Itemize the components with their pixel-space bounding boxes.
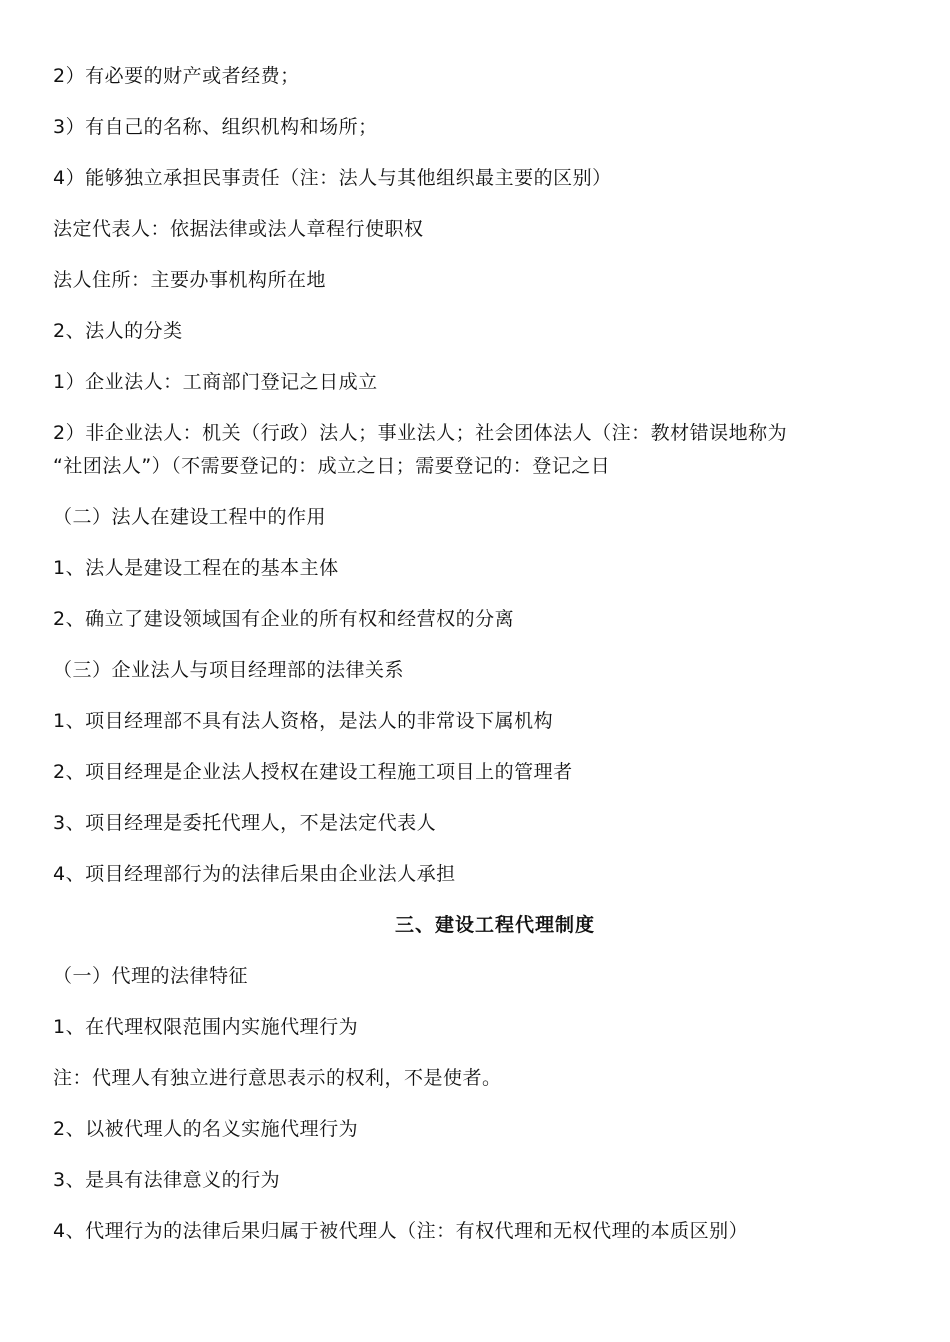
text-line: 3、项目经理是委托代理人，不是法定代表人 xyxy=(53,812,437,834)
text-line: 1、在代理权限范围内实施代理行为 xyxy=(53,1016,359,1038)
text-line: 4）能够独立承担民事责任（注：法人与其他组织最主要的区别） xyxy=(53,167,612,189)
text-line: 2、项目经理是企业法人授权在建设工程施工项目上的管理者 xyxy=(53,761,573,783)
text-line: 3）有自己的名称、组织机构和场所； xyxy=(53,116,378,138)
text-line: 法人住所：主要办事机构所在地 xyxy=(53,269,327,291)
text-line: 4、代理行为的法律后果归属于被代理人（注：有权代理和无权代理的本质区别） xyxy=(53,1220,749,1242)
note-line: 注：代理人有独立进行意思表示的权利，不是使者。 xyxy=(53,1067,502,1089)
text-line: 1）企业法人：工商部门登记之日成立 xyxy=(53,371,378,393)
text-line: 1、项目经理部不具有法人资格，是法人的非常设下属机构 xyxy=(53,710,554,732)
text-line: 2、法人的分类 xyxy=(53,320,183,342)
subsection-title: （一）代理的法律特征 xyxy=(53,965,249,987)
text-line: 2、确立了建设领域国有企业的所有权和经营权的分离 xyxy=(53,608,515,630)
paragraph-line-2: “社团法人”）（不需要登记的：成立之日；需要登记的：登记之日 xyxy=(53,455,611,477)
subsection-title: （二）法人在建设工程中的作用 xyxy=(53,506,327,528)
text-line: 4、项目经理部行为的法律后果由企业法人承担 xyxy=(53,863,456,885)
paragraph-line-1: 2）非企业法人：机关（行政）法人；事业法人；社会团体法人（注：教材错误地称为 xyxy=(53,422,788,444)
section-heading: 三、建设工程代理制度 xyxy=(394,914,595,936)
text-line: 2）有必要的财产或者经费； xyxy=(53,65,300,87)
text-line: 1、法人是建设工程在的基本主体 xyxy=(53,557,339,579)
text-line: 2、以被代理人的名义实施代理行为 xyxy=(53,1118,359,1140)
subsection-title: （三）企业法人与项目经理部的法律关系 xyxy=(53,659,405,681)
text-line: 3、是具有法律意义的行为 xyxy=(53,1169,281,1191)
text-line: 法定代表人：依据法律或法人章程行使职权 xyxy=(53,218,424,240)
